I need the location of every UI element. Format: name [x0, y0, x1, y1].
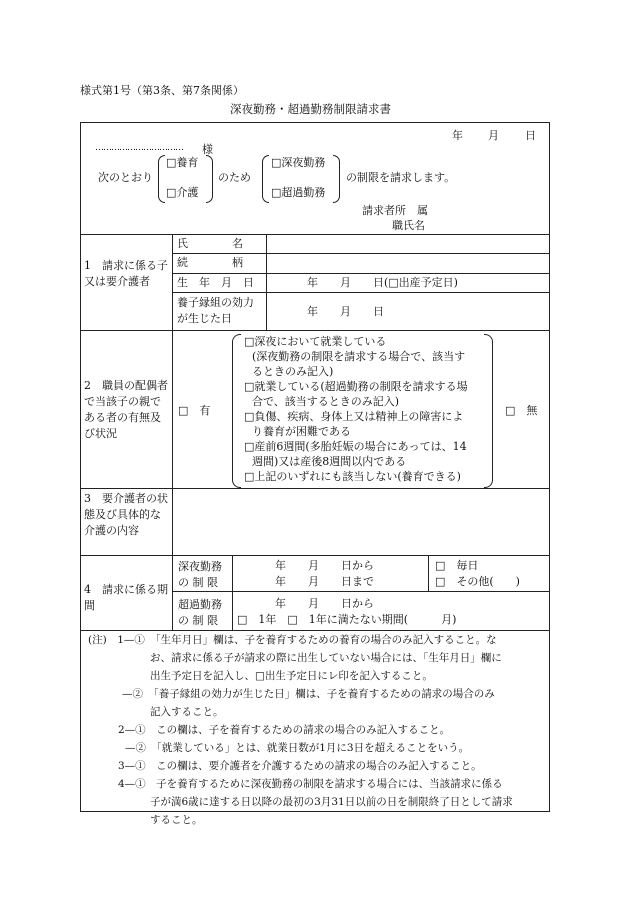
option-maternity[interactable]: □産前6週間(多胎妊娠の場合にあっては、14 [244, 440, 467, 453]
overtime-limit-label: 超過勤務の 制 限 [178, 598, 222, 627]
note-line: —② 「就業している」とは、就業日数が1月に3日を超えることをいう。 [125, 742, 470, 754]
addressee-suffix: 様 [202, 143, 213, 156]
note-line: すること。 [150, 814, 203, 826]
divider [172, 234, 173, 630]
night-from[interactable]: 年 月 日から [275, 559, 374, 572]
divider [80, 234, 549, 235]
note-line: 3—① この欄は、要介護者を介護するための請求の場合のみ記入すること。 [118, 760, 482, 772]
limit-night-checkbox[interactable]: □深夜勤務 [271, 156, 326, 169]
next-as-label: 次のとおり [98, 171, 153, 184]
divider [80, 555, 549, 556]
divider [172, 273, 549, 274]
divider [80, 488, 549, 489]
note-line: お、請求に係る子が請求の際に出生していない場合には、「生年月日」欄に [150, 652, 502, 664]
option-disability-note: り養育が困難である [252, 425, 351, 438]
section1-label: 1 請求に係る子又は要介護者 [84, 259, 168, 288]
form-title: 深夜勤務・超過勤務制限請求書 [230, 102, 391, 116]
right-bracket [484, 334, 493, 488]
divider [80, 330, 549, 331]
requester-name-label: 職氏名 [392, 219, 425, 232]
left-bracket [158, 155, 165, 203]
option-night-work-note: (深夜勤務の制限を請求する場合で、該当す [252, 350, 466, 363]
option-working-note: 合で、該当するときのみ記入) [252, 395, 400, 408]
overtime-term[interactable]: □ 1年 □ 1年に満たない期間( 月) [237, 613, 457, 626]
note-line: 記入すること。 [150, 706, 224, 718]
birth-value[interactable]: 年 月 日(□出産予定日) [307, 276, 458, 289]
left-bracket [262, 155, 269, 203]
option-night-work-note: るときのみ記入) [252, 365, 334, 378]
name-label: 氏 名 [177, 237, 243, 250]
night-limit-label: 深夜勤務の 制 限 [178, 560, 222, 589]
option-working[interactable]: □就業している(超過勤務の制限を請求する場 [244, 380, 468, 393]
adoption-value[interactable]: 年 月 日 [307, 305, 384, 318]
note-line: 4—① 子を養育するために深夜勤務の制限を請求する場合には、当該請求に係る [118, 778, 503, 790]
right-bracket [333, 155, 340, 203]
daily-checkbox[interactable]: □ 毎日 [435, 559, 479, 572]
divider [266, 234, 267, 330]
birth-label: 生 年 月 日 [177, 276, 254, 289]
limit-overtime-checkbox[interactable]: □超過勤務 [271, 186, 326, 199]
addressee-line[interactable]: …………………………… [95, 143, 183, 153]
divider [80, 630, 549, 631]
divider [428, 555, 429, 591]
adoption-label: 養子縁組の効力が生じた日 [177, 296, 254, 325]
divider [172, 591, 549, 592]
option-none[interactable]: □上記のいずれにも該当しない(養育できる) [244, 470, 461, 483]
option-disability[interactable]: □負傷、疾病、身体上又は精神上の障害によ [244, 410, 464, 423]
relation-label: 続 柄 [177, 256, 243, 269]
spouse-no-checkbox[interactable]: □ 無 [505, 404, 538, 417]
other-checkbox[interactable]: □ その他( ) [435, 575, 520, 588]
note-line: 出生予定日を記入し、□出生予定日にレ印を記入すること。 [150, 670, 433, 682]
section3-label: 3 要介護者の状態及び具体的な介護の内容 [84, 492, 168, 537]
date-year: 年 [452, 129, 463, 142]
left-bracket [232, 334, 241, 488]
divider [232, 555, 233, 630]
divider [172, 292, 549, 293]
note-line: (注) 1—① 「生年月日」欄は、子を養育するための養育の場合のみ記入すること。な [88, 634, 497, 646]
overtime-from[interactable]: 年 月 日から [275, 597, 374, 610]
note-line: 子が満6歳に達する日以降の最初の3月31日以前の日を制限終了日として請求 [150, 796, 513, 808]
section2-label: 2 職員の配偶者で当該子の親である者の有無及び状況 [84, 379, 168, 440]
right-bracket [206, 155, 213, 203]
night-to[interactable]: 年 月 日まで [275, 575, 374, 588]
for-purpose-label: のため [218, 171, 251, 184]
option-maternity-note: 週間)又は産後8週間以内である [252, 455, 407, 468]
date-day: 日 [525, 129, 536, 142]
date-month: 月 [488, 129, 499, 142]
section4-label: 4 請求に係る期間 [84, 583, 168, 612]
note-line: —② 「養子縁組の効力が生じた日」欄は、子を養育するための請求の場合のみ [122, 688, 495, 700]
requester-dept-label: 請求者所 属 [362, 204, 428, 217]
note-line: 2—① この欄は、子を養育するための請求の場合のみ記入すること。 [118, 724, 451, 736]
reason-childcare-checkbox[interactable]: □養育 [166, 156, 199, 169]
option-night-work[interactable]: □深夜において就業している [244, 335, 387, 348]
form-number: 様式第1号（第3条、第7条関係） [80, 84, 244, 97]
divider [172, 253, 549, 254]
spouse-yes-checkbox[interactable]: □ 有 [178, 404, 211, 417]
request-text: の制限を請求します。 [346, 171, 456, 184]
reason-care-checkbox[interactable]: □介護 [166, 186, 199, 199]
